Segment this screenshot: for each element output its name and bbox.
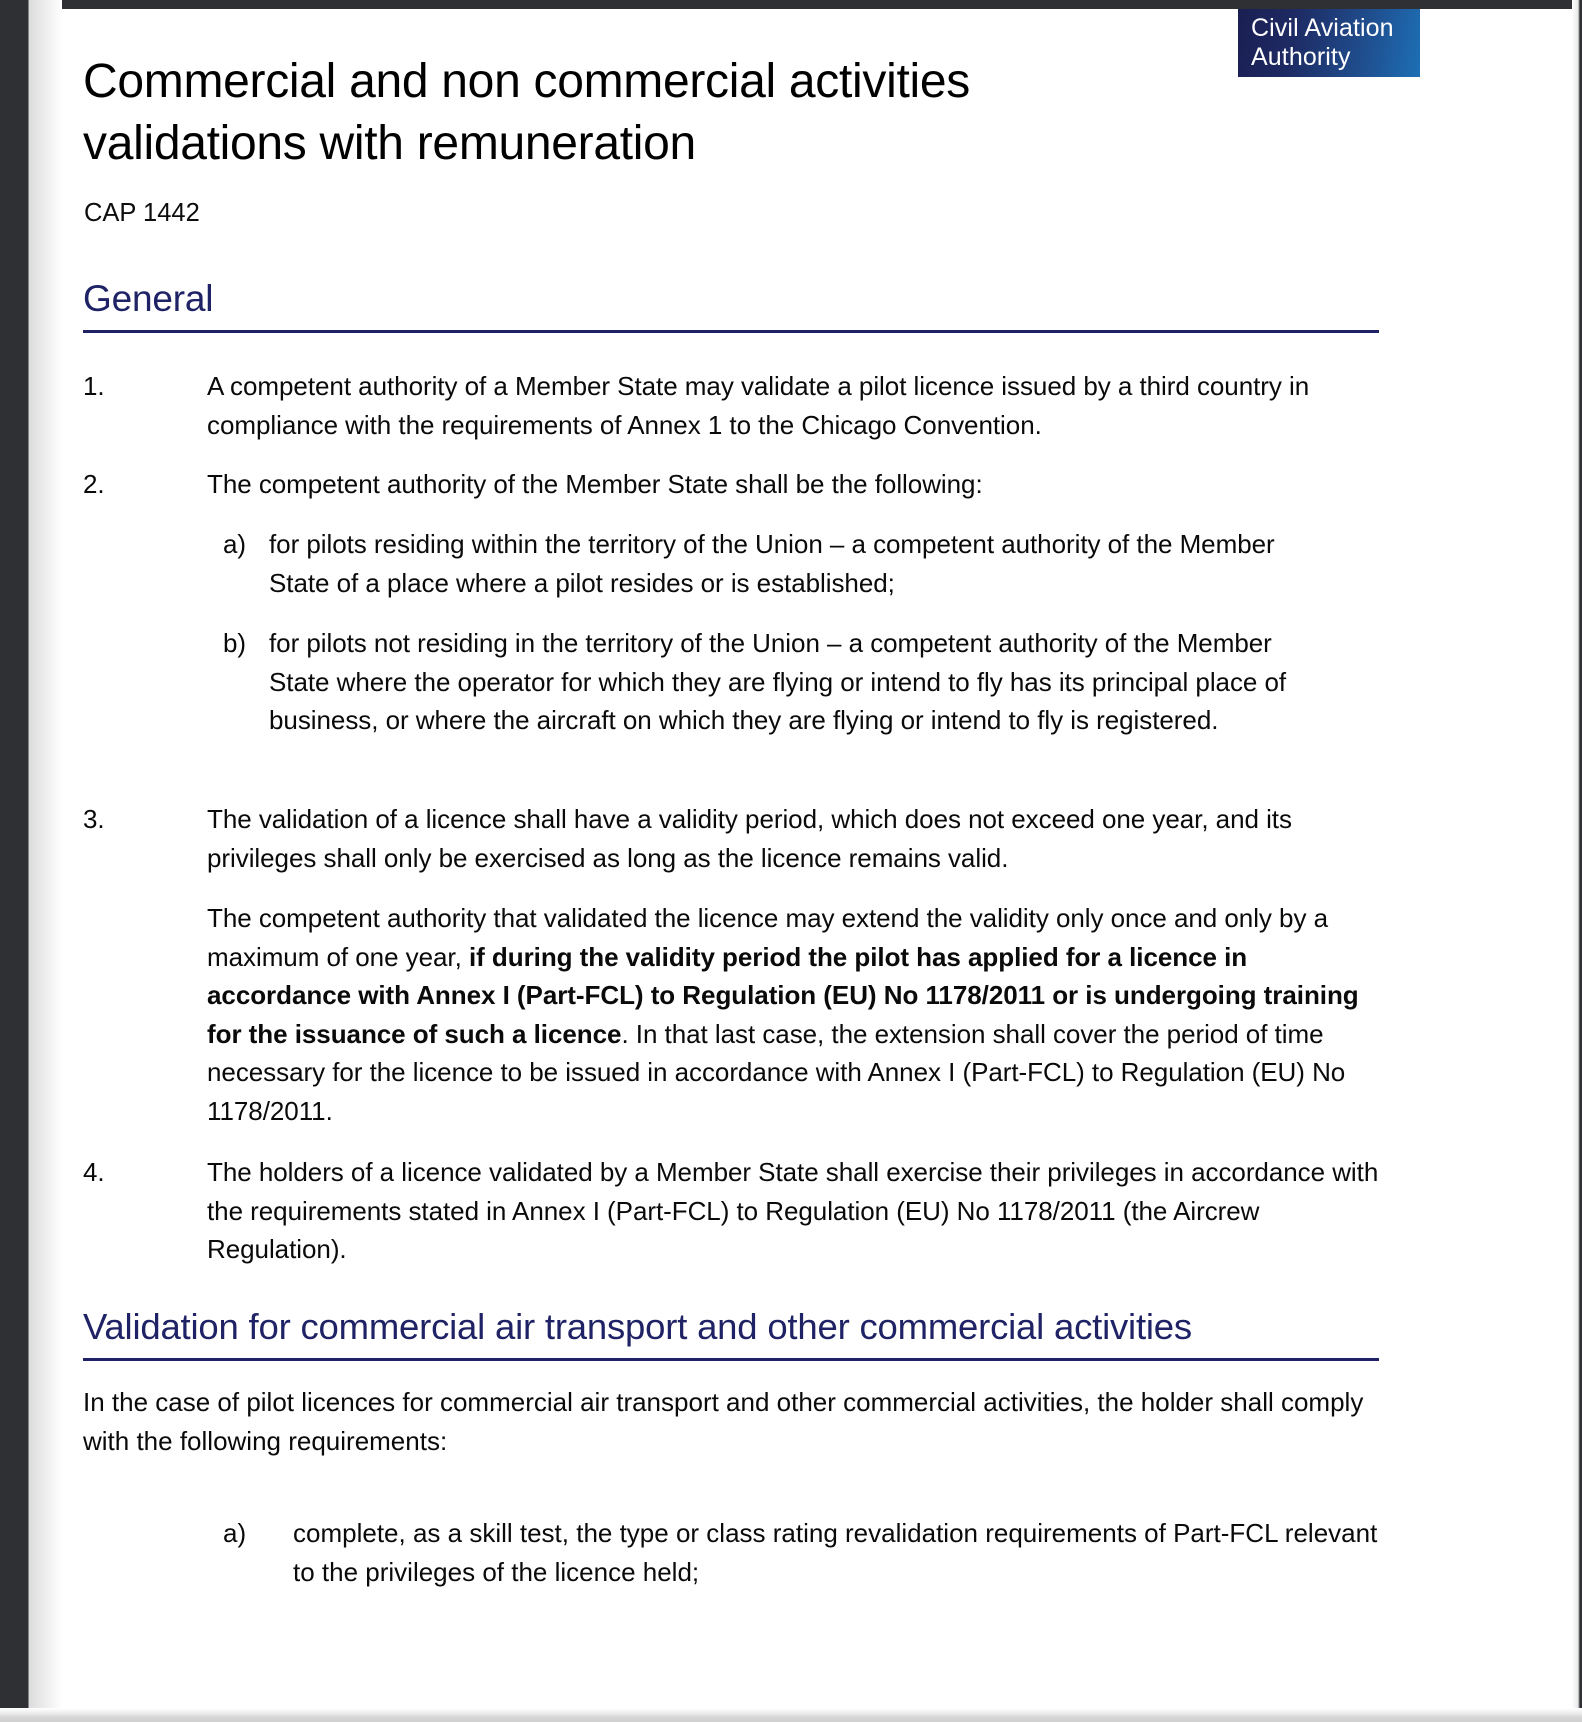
viewer-chrome-left bbox=[0, 0, 62, 1722]
caa-logo bbox=[1238, 9, 1420, 77]
rich-lead: The competent authority that validated the licence may extend the validity only once and only by a maximum of one year, bbox=[207, 903, 1328, 972]
page-sheet bbox=[62, 9, 1572, 1708]
item-paragraph: The holders of a licence validated by a Member State shall exercise their privileges in accordance with the requirements stated in Annex I (Part-FCL) to Regulation (EU) No 1178/2011 (the Aircrew Regulation). bbox=[207, 1157, 1379, 1264]
viewer-chrome-bottom bbox=[0, 1708, 1582, 1722]
viewer-chrome-top bbox=[0, 0, 1582, 9]
item-paragraph-rich bbox=[207, 899, 1383, 1130]
sub-item-marker: a) bbox=[223, 529, 247, 559]
numbered-item-2 bbox=[83, 465, 1383, 504]
numbered-item-1 bbox=[83, 367, 1383, 444]
lettered-item-text: complete, as a skill test, the type or class rating revalidation requirements of Part-FCL relevant to the privileges of the licence held; bbox=[293, 1518, 1378, 1587]
item-paragraph: The validation of a licence shall have a validity period, which does not exceed one year, and its privileges shall only be exercised as long as the licence remains valid. bbox=[207, 804, 1292, 873]
viewer-chrome-right bbox=[1572, 0, 1582, 1722]
item-paragraph: A competent authority of a Member State may validate a pilot licence issued by a third country in compliance with the requirements of Annex 1 to the Chicago Convention. bbox=[207, 371, 1310, 440]
numbered-item-4 bbox=[83, 1153, 1383, 1269]
rich-tail: . In that last case, the extension shall cover the period of time necessary for the licence to be issued in accordance with Annex I (Part-FCL) to Regulation (EU) No 1178/2011. bbox=[207, 1018, 1346, 1126]
caa-logo-line1: Civil Aviation bbox=[1251, 14, 1394, 42]
rich-bold: if during the validity period the pilot has applied for a licence in accordance with Annex I (Part-FCL) to Regulation (EU) No 1178/2011 or is undergoing training for the issuance of such a licence bbox=[207, 941, 1359, 1049]
sub-item-text: for pilots residing within the territory of the Union – a competent authority of the Member State of a place where a pilot resides or is established; bbox=[269, 529, 1275, 598]
subitem-list-2 bbox=[83, 525, 1383, 740]
caa-logo-line2: Authority bbox=[1251, 43, 1351, 71]
sub-item-text: for pilots not residing in the territory of the Union – a competent authority of the Member State where the operator for which they are flying or intend to fly has its principal place of business, or where the aircraft on which they are flying or intend to fly is registered. bbox=[269, 628, 1287, 735]
section-intro-paragraph: In the case of pilot licences for commercial air transport and other commercial activities, the holder shall comply with the following requirements: bbox=[83, 1387, 1364, 1456]
page-title: Commercial and non commercial activities validations with remuneration bbox=[83, 55, 970, 170]
sub-item-b bbox=[223, 624, 1333, 740]
item-marker: 1. bbox=[83, 371, 105, 401]
item-marker: 4. bbox=[83, 1157, 105, 1187]
sub-item-marker: b) bbox=[223, 628, 247, 658]
section-heading-validation: Validation for commercial air transport and other commercial activities bbox=[83, 1305, 1379, 1361]
sub-item-a bbox=[223, 525, 1333, 602]
lettered-item-a bbox=[83, 1514, 1383, 1591]
numbered-item-3 bbox=[83, 800, 1383, 1130]
item-marker: 3. bbox=[83, 804, 105, 834]
item-paragraph: The competent authority of the Member State shall be the following: bbox=[207, 469, 983, 499]
section-heading-general: General bbox=[83, 277, 1379, 333]
item-marker: 2. bbox=[83, 469, 105, 499]
document-reference: CAP 1442 bbox=[84, 199, 200, 227]
lettered-item-marker: a) bbox=[223, 1518, 247, 1548]
